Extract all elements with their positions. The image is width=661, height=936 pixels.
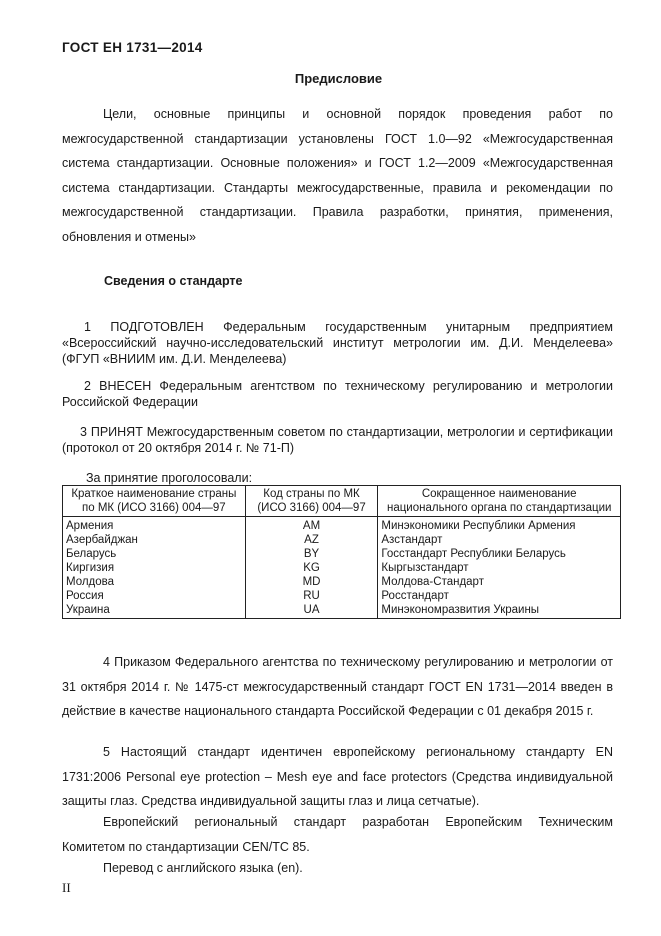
- country-code: BY: [245, 547, 378, 561]
- item-5-identical: 5 Настоящий стандарт идентичен европейскому региональному стандарту EN 1731:2006 Personal eye protection – Mesh eye and face protectors (Средства индивидуальной защиты глаз. Средства индивидуальной защиты глаз и лица сетчатые).: [62, 745, 613, 808]
- table-row: [63, 517, 621, 534]
- country-name: Азербайджан: [63, 533, 246, 547]
- european-standard-note: Европейский региональный стандарт разработан Европейским Техническим Комитетом по стандартизации CEN/TC 85.: [62, 815, 613, 854]
- table-row: [63, 561, 621, 575]
- country-code: AZ: [245, 533, 378, 547]
- country-code: MD: [245, 575, 378, 589]
- country-name: Беларусь: [63, 547, 246, 561]
- table-row: [63, 589, 621, 603]
- table-header-row: [63, 486, 621, 517]
- document-header: ГОСТ EH 1731—2014: [62, 40, 203, 55]
- table-row: [63, 547, 621, 561]
- country-code: AM: [245, 517, 378, 534]
- voted-label: За принятие проголосовали:: [86, 471, 253, 485]
- country-code: UA: [245, 603, 378, 619]
- national-body: Минэкономразвития Украины: [378, 603, 621, 619]
- section-title: Сведения о стандарте: [104, 274, 243, 288]
- national-body: Молдова-Стандарт: [378, 575, 621, 589]
- country-name: Армения: [63, 517, 246, 534]
- table-row: [63, 533, 621, 547]
- page-title: Предисловие: [294, 71, 383, 86]
- table-row: [63, 603, 621, 619]
- national-body: Госстандарт Республики Беларусь: [378, 547, 621, 561]
- country-code: KG: [245, 561, 378, 575]
- item-1-prepared: 1 ПОДГОТОВЛЕН Федеральным государственным унитарным предприятием «Всероссийский научно-исследовательский институт метрологии им. Д.И. Менделеева» (ФГУП «ВНИИМ им. Д.И. Менделеева): [62, 320, 613, 366]
- national-body: Минэкономики Республики Армения: [378, 517, 621, 534]
- item-4-order: 4 Приказом Федерального агентства по техническому регулированию и метрологии от 31 октября 2014 г. № 1475-ст межгосударственный стандарт ГОСТ EN 1731—2014 введен в действие в качестве национального стандарта Российской Федерации с 01 декабря 2015 г.: [62, 655, 613, 718]
- intro-paragraph: Цели, основные принципы и основной порядок проведения работ по межгосударственной стандартизации установлены ГОСТ 1.0—92 «Межгосударственная система стандартизации. Основные положения» и ГОСТ 1.2—2009 «Межгосударственная система стандартизации. Стандарты межгосударственные, правила и рекомендации по межгосударственной стандартизации. Правила разработки, принятия, применения, обновления и отмены»: [62, 107, 613, 244]
- table-row: [63, 575, 621, 589]
- country-name: Украина: [63, 603, 246, 619]
- page-number: II: [62, 880, 71, 895]
- header-national-body: Сокращенное наименование национального органа по стандартизации: [378, 486, 621, 517]
- voting-table: [62, 485, 621, 619]
- national-body: Кыргызстандарт: [378, 561, 621, 575]
- item-3-adopted: 3 ПРИНЯТ Межгосударственным советом по стандартизации, метрологии и сертификации (протокол от 20 октября 2014 г. № 71-П): [62, 425, 613, 455]
- header-country-code: Код страны по МК (ИСО 3166) 004—97: [245, 486, 378, 517]
- country-name: Россия: [63, 589, 246, 603]
- header-country-name: Краткое наименование страны по МК (ИСО 3166) 004—97: [63, 486, 246, 517]
- translation-note: Перевод с английского языка (en).: [103, 861, 303, 875]
- item-2-introduced: 2 ВНЕСЕН Федеральным агентством по техническому регулированию и метрологии Российской Федерации: [62, 379, 613, 409]
- national-body: Росстандарт: [378, 589, 621, 603]
- country-code: RU: [245, 589, 378, 603]
- national-body: Азстандарт: [378, 533, 621, 547]
- country-name: Молдова: [63, 575, 246, 589]
- country-name: Киргизия: [63, 561, 246, 575]
